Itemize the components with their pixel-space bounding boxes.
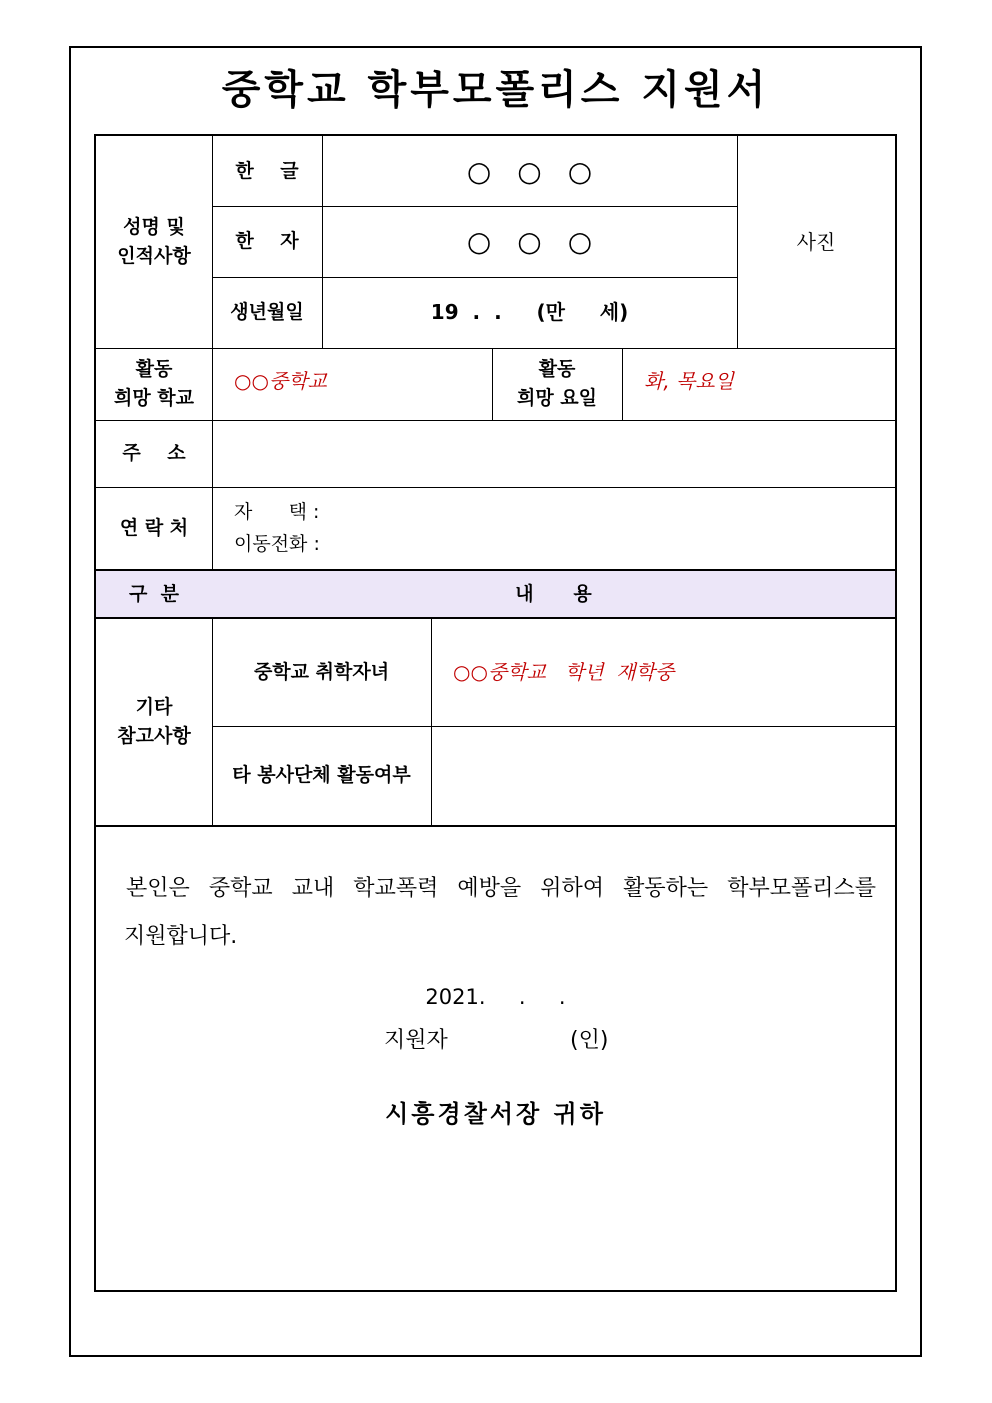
address-label: 주 소 <box>122 442 186 464</box>
day-value[interactable]: 화, 목요일 <box>644 368 734 393</box>
seal-mark: (인) <box>570 1028 609 1053</box>
page-title: 중학교 학부모폴리스 지원서 <box>221 67 770 113</box>
hangul-value[interactable]: ○○○ <box>466 154 619 188</box>
school-label-line2: 희망 학교 <box>113 387 195 409</box>
day-label-line2: 희망 요일 <box>516 387 598 409</box>
row-divider <box>96 825 895 827</box>
child-label: 중학교 취학자녀 <box>253 661 390 683</box>
home-phone[interactable]: 자 택 : <box>234 501 320 523</box>
birth-label: 생년월일 <box>230 301 304 323</box>
other-notes-label-line2: 참고사항 <box>117 725 191 747</box>
photo-box[interactable]: 사진 <box>796 229 836 254</box>
name-section-label-line2: 인적사항 <box>117 245 191 267</box>
volunteer-label: 타 봉사단체 활동여부 <box>232 764 411 786</box>
name-section-label-line1: 성명 및 <box>123 216 185 238</box>
declaration-line1: 본인은 중학교 교내 학교폭력 예방을 위하여 활동하는 학부모폴리스를 <box>126 876 876 901</box>
recipient: 시흥경찰서장 귀하 <box>385 1100 606 1128</box>
other-notes-label-line1: 기타 <box>135 696 173 718</box>
volunteer-field[interactable] <box>431 726 895 825</box>
other-notes-label <box>96 619 212 825</box>
content-header: 내 용 <box>515 582 592 605</box>
mobile-phone[interactable]: 이동전화 : <box>234 533 320 555</box>
school-label <box>96 348 212 420</box>
birth-value[interactable]: 19 . . (만 세) <box>430 300 629 324</box>
applicant-label: 지원자 <box>384 1028 448 1053</box>
child-value[interactable]: ○○중학교 학년 재학중 <box>453 660 675 684</box>
school-label-line1: 활동 <box>135 358 173 380</box>
application-form <box>94 134 897 1292</box>
day-label <box>492 348 622 420</box>
contact-label: 연 락 처 <box>119 516 189 539</box>
day-label-line1: 활동 <box>538 358 576 380</box>
application-date: 2021. . . <box>425 985 566 1009</box>
hanja-label: 한 자 <box>235 230 299 252</box>
contact-field <box>212 487 895 569</box>
category-header: 구 분 <box>129 582 179 605</box>
school-value[interactable]: ○○중학교 <box>234 368 327 393</box>
hangul-label: 한 글 <box>235 159 299 182</box>
declaration-line2: 지원합니다. <box>124 924 238 949</box>
hanja-value[interactable]: ○○○ <box>466 225 619 258</box>
address-field[interactable] <box>212 420 895 487</box>
name-section-label <box>96 136 212 348</box>
